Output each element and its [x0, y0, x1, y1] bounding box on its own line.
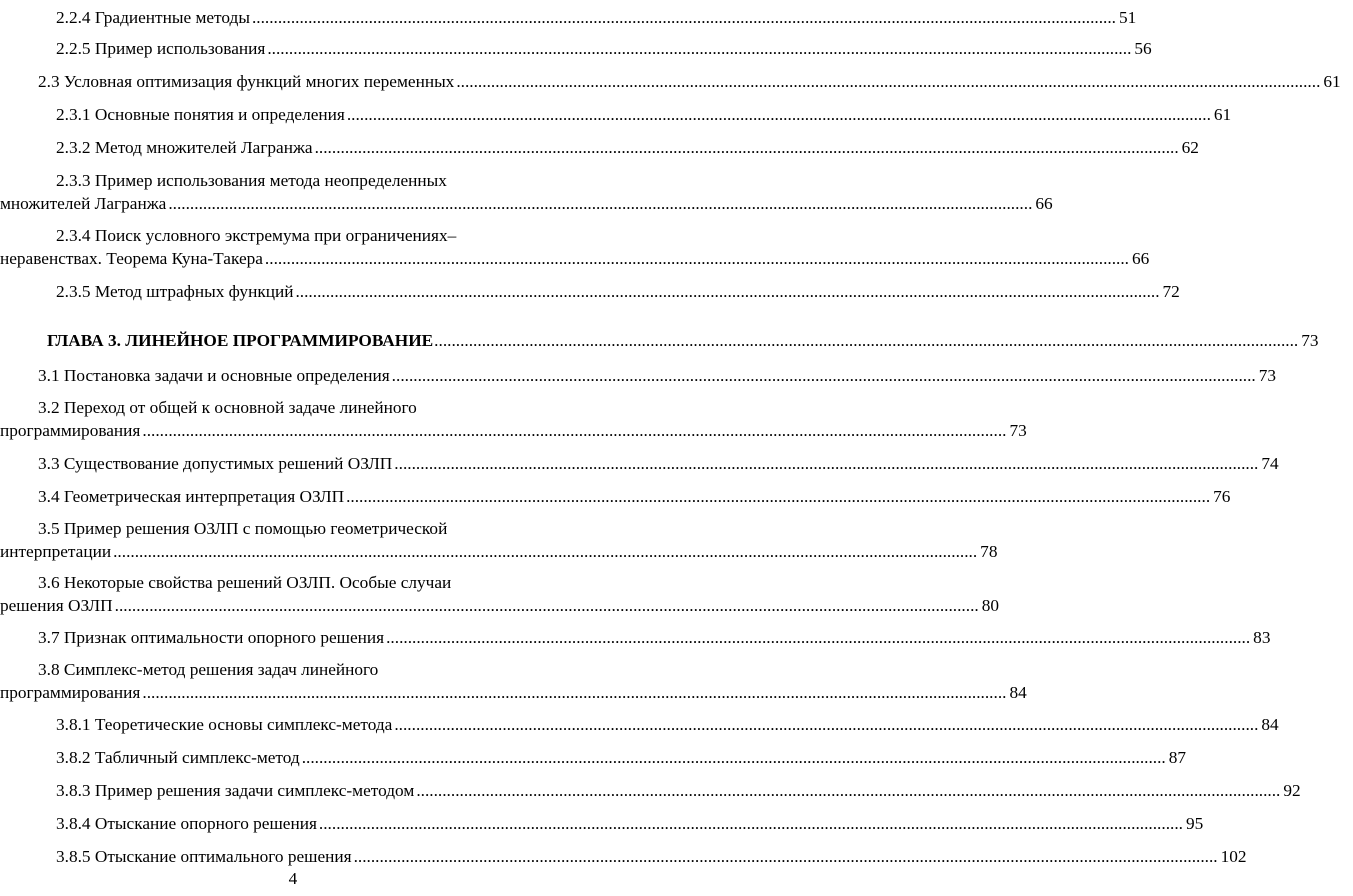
dot-leader [142, 420, 1006, 442]
toc-entry-title: 3.4 Геометрическая интерпретация ОЗЛП [38, 487, 345, 506]
dot-leader [346, 486, 1210, 508]
toc-entry-title-line1: 3.8 Симплекс-метод решения задач линейного [38, 660, 379, 679]
toc-entry-page: 84 [1009, 683, 1027, 702]
toc-entry[interactable] [0, 7, 1137, 29]
dot-leader [302, 747, 1166, 769]
dot-leader [319, 813, 1183, 835]
toc-entry-page: 87 [1168, 748, 1187, 767]
toc-entry-title: 3.8.3 Пример решения задачи симплекс-методом [56, 781, 415, 800]
toc-entry-title: 3.8.5 Отыскание оптимального решения [56, 847, 352, 866]
dot-leader [394, 714, 1258, 736]
toc-entry-title: 2.3.5 Метод штрафных функций [56, 282, 294, 301]
toc-entry[interactable] [0, 627, 1271, 649]
toc-entry-title: интерпретации [0, 542, 112, 561]
toc-entry[interactable] [0, 137, 1199, 159]
toc-entry-page: 56 [1134, 39, 1152, 58]
toc-entry[interactable] [0, 846, 1247, 868]
toc-entry-page: 73 [1301, 331, 1319, 350]
dot-leader [354, 846, 1218, 868]
dot-leader [265, 248, 1129, 270]
toc-entry-page: 72 [1162, 282, 1180, 301]
toc-entry-page: 102 [1220, 847, 1247, 866]
dot-leader [386, 627, 1250, 649]
toc-entry-title-line1: 2.3.4 Поиск условного экстремума при ограничениях– [56, 226, 457, 245]
dot-leader [394, 453, 1258, 475]
toc-entry-page: 62 [1181, 138, 1199, 157]
toc-entry-title: множителей Лагранжа [0, 194, 167, 213]
toc-entry-title: ГЛАВА 3. ЛИНЕЙНОЕ ПРОГРАММИРОВАНИЕ [47, 331, 434, 350]
toc-entry-page: 66 [1131, 249, 1150, 268]
toc-entry-title: программирования [0, 683, 141, 702]
toc-entry-page: 51 [1119, 8, 1137, 27]
toc-entry[interactable] [0, 780, 1301, 802]
toc-entry-title: 3.8.1 Теоретические основы симплекс-метода [56, 715, 393, 734]
toc-entry-title: 2.2.4 Градиентные методы [56, 8, 250, 27]
toc-entry-page: 92 [1283, 781, 1301, 800]
toc-entry[interactable] [0, 38, 1152, 60]
toc-entry-page: 76 [1213, 487, 1231, 506]
toc-entry-title-line1: 3.6 Некоторые свойства решений ОЗЛП. Особые случаи [38, 573, 452, 592]
dot-leader [456, 71, 1320, 93]
toc-entry-page: 84 [1261, 715, 1279, 734]
toc-entry[interactable] [0, 747, 1187, 769]
toc-entry-page: 80 [981, 596, 999, 615]
toc-entry-page: 61 [1213, 105, 1232, 124]
toc-entry-title: 3.8.2 Табличный симплекс-метод [56, 748, 300, 767]
toc-entry-page: 73 [1009, 421, 1027, 440]
toc-entry[interactable] [0, 71, 1341, 93]
toc-entry-title: решения ОЗЛП [0, 596, 113, 615]
dot-leader [267, 38, 1131, 60]
dot-leader [142, 682, 1006, 704]
dot-leader [347, 104, 1211, 126]
dot-leader [252, 7, 1116, 29]
page-number: 4 [288, 869, 298, 888]
toc-entry[interactable] [0, 104, 1232, 126]
toc-entry[interactable] [0, 365, 1277, 387]
toc-entry-page: 73 [1258, 366, 1277, 385]
toc-entry-page: 66 [1035, 194, 1053, 213]
toc-entry-page: 78 [980, 542, 998, 561]
toc-entry-page: 83 [1253, 628, 1271, 647]
dot-leader [416, 780, 1280, 802]
dot-leader [113, 541, 977, 563]
toc-entry-title: 2.3 Условная оптимизация функций многих переменных [38, 72, 455, 91]
toc-entry-page: 74 [1261, 454, 1279, 473]
dot-leader [295, 281, 1159, 303]
toc-entry-title: 2.2.5 Пример использования [56, 39, 266, 58]
dot-leader [392, 365, 1256, 387]
toc-entry[interactable] [0, 813, 1204, 835]
toc-entry-page: 95 [1185, 814, 1204, 833]
toc-chapter-heading[interactable] [0, 330, 1319, 352]
dot-leader [315, 137, 1179, 159]
toc-entry-title-line1: 2.3.3 Пример использования метода неопределенных [56, 171, 447, 190]
toc-entry-title: программирования [0, 421, 141, 440]
toc-entry[interactable] [0, 714, 1279, 736]
dot-leader [168, 193, 1032, 215]
toc-entry-title: 3.3 Существование допустимых решений ОЗЛП [38, 454, 393, 473]
toc-entry-title: 2.3.2 Метод множителей Лагранжа [56, 138, 313, 157]
dot-leader [115, 595, 979, 617]
toc-entry-page: 61 [1323, 72, 1341, 91]
toc-entry-title: 3.7 Признак оптимальности опорного решения [38, 628, 385, 647]
toc-entry[interactable] [0, 281, 1180, 303]
toc-entry-title: 3.8.4 Отыскание опорного решения [56, 814, 317, 833]
toc-entry-title: 2.3.1 Основные понятия и определения [56, 105, 345, 124]
toc-entry-title: неравенствах. Теорема Куна-Такера [0, 249, 263, 268]
toc-entry-title-line1: 3.5 Пример решения ОЗЛП с помощью геометрической [38, 519, 448, 538]
toc-entry[interactable] [0, 453, 1279, 475]
toc-entry[interactable] [0, 486, 1231, 508]
dot-leader [434, 330, 1298, 352]
toc-entry-title: 3.1 Постановка задачи и основные определения [38, 366, 390, 385]
toc-entry-title-line1: 3.2 Переход от общей к основной задаче линейного [38, 398, 417, 417]
